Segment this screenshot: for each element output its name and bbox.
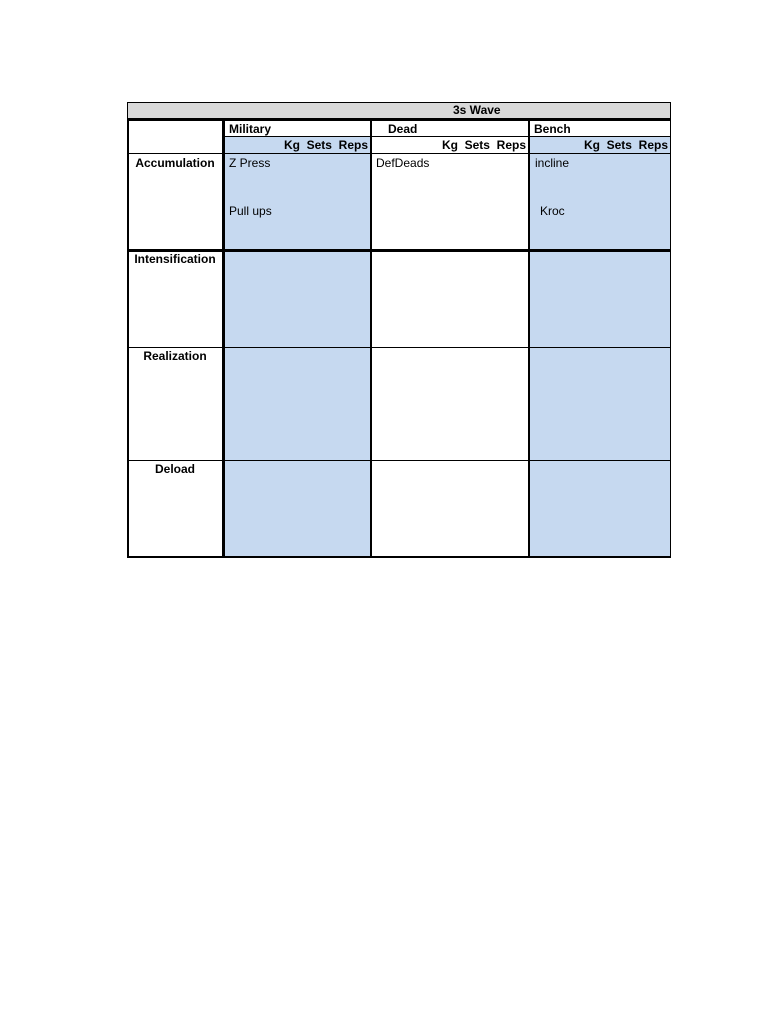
entry-bench-1: incline: [535, 156, 570, 170]
subheader-dead: Kg Sets Reps: [441, 138, 526, 152]
entry-dead-1: DefDeads: [376, 156, 430, 170]
phase-label-deload: Deload: [154, 462, 195, 476]
grid-v3: [528, 119, 530, 558]
grid-h-row2: [127, 347, 671, 348]
grid-outer-right: [670, 119, 671, 558]
entry-military-1: Z Press: [229, 156, 271, 170]
phase-label-realization: Realization: [143, 349, 207, 363]
subheader-bench: Kg Sets Reps: [583, 138, 668, 152]
column-header-dead: Dead: [388, 122, 418, 136]
wave-title: 3s Wave: [453, 103, 501, 117]
column-header-military: Military: [229, 122, 272, 136]
column-header-bench: Bench: [534, 122, 571, 136]
grid-h-row3: [127, 460, 671, 461]
grid-v2: [370, 119, 372, 558]
phase-label-intensification: Intensification: [134, 252, 216, 266]
grid-v1: [222, 119, 225, 558]
grid-top-line: [127, 119, 671, 121]
grid-outer-left: [127, 119, 129, 558]
grid-h-subheader: [127, 153, 671, 154]
grid-h-header: [224, 136, 671, 137]
entry-military-2: Pull ups: [229, 204, 272, 218]
entry-bench-2: Kroc: [540, 204, 565, 218]
subheader-military: Kg Sets Reps: [283, 138, 368, 152]
grid-outer-bottom: [127, 556, 671, 558]
phase-label-accumulation: Accumulation: [135, 156, 215, 170]
wave-title-bar: [127, 102, 671, 119]
